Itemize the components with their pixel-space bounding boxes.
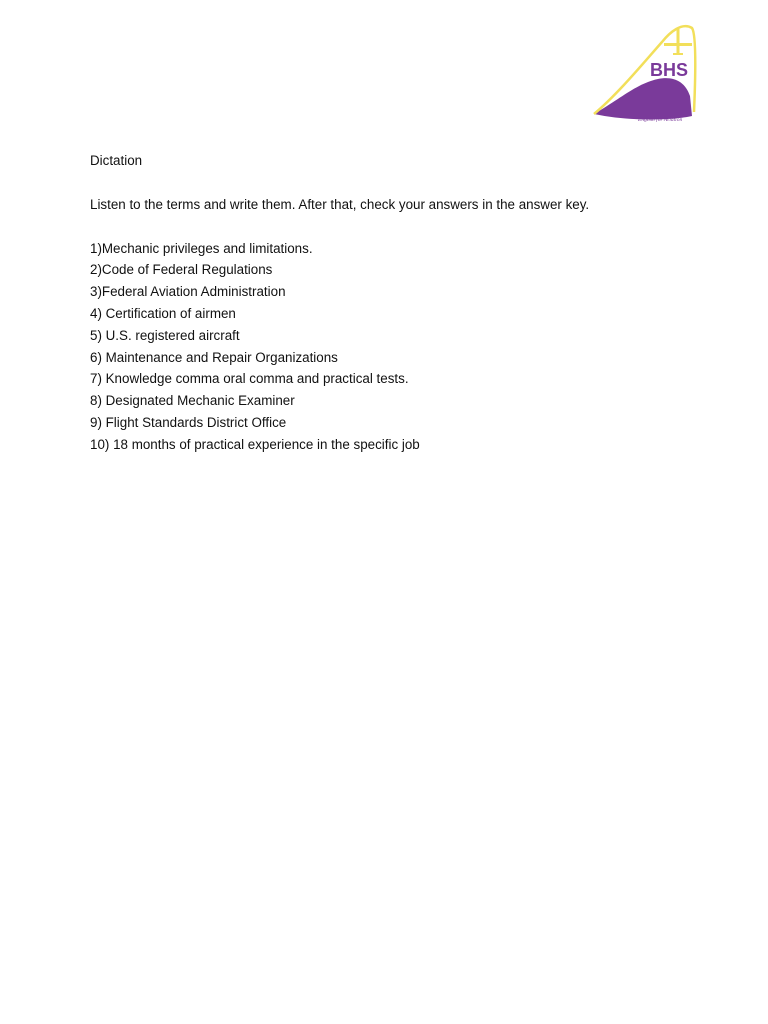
term-item: 8) Designated Mechanic Examiner: [90, 393, 295, 409]
logo-text: BHS: [650, 60, 689, 80]
document-content: [90, 150, 710, 456]
term-item: 3)Federal Aviation Administration: [90, 284, 286, 300]
term-list: [90, 238, 710, 456]
term-item: 2)Code of Federal Regulations: [90, 262, 273, 278]
term-item: 7) Knowledge comma oral comma and practical tests.: [90, 371, 409, 387]
bhs-logo: [560, 12, 744, 140]
logo-tagline: English for Aviation: [638, 117, 683, 123]
logo-faint-text-1: [560, 38, 563, 49]
term-item: 9) Flight Standards District Office: [90, 414, 287, 430]
term-item: 4) Certification of airmen: [90, 305, 236, 321]
term-item: 5) U.S. registered aircraft: [90, 327, 240, 343]
term-item: 6) Maintenance and Repair Organizations: [90, 349, 338, 365]
instructions-text: Listen to the terms and write them. After that, check your answers in the answer key.: [90, 196, 590, 212]
term-item: 10) 18 months of practical experience in the specific job: [90, 436, 420, 452]
term-item: 1)Mechanic privileges and limitations.: [90, 240, 313, 256]
page-title: Dictation: [90, 153, 143, 168]
airplane-icon: [664, 28, 692, 55]
bhs-logo-graphic: [560, 12, 744, 140]
